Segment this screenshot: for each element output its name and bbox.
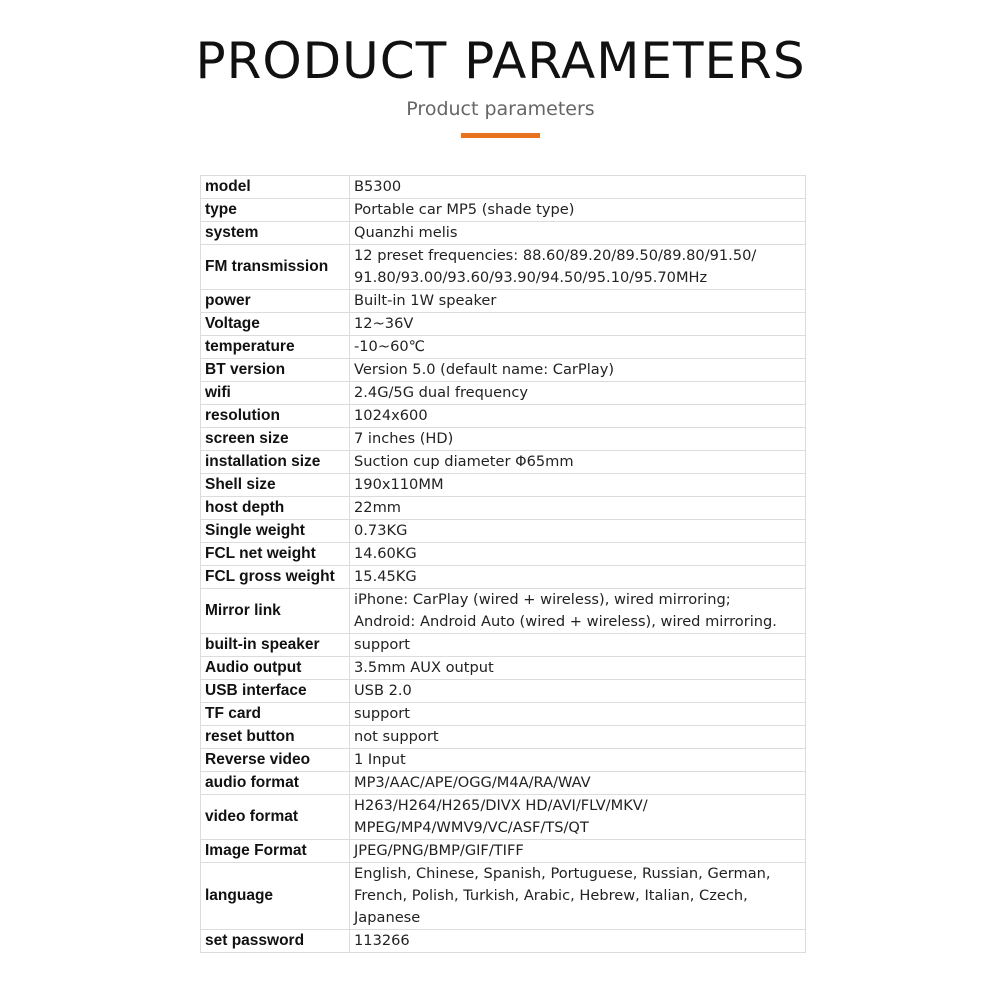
param-label: Single weight — [201, 520, 350, 543]
table-row — [201, 680, 806, 703]
param-label: screen size — [201, 428, 350, 451]
table-row — [201, 222, 806, 245]
table-row — [201, 795, 806, 840]
param-label: USB interface — [201, 680, 350, 703]
param-value: -10~60℃ — [350, 336, 806, 359]
table-row — [201, 474, 806, 497]
param-label: system — [201, 222, 350, 245]
param-label: reset button — [201, 726, 350, 749]
param-label: Image Format — [201, 840, 350, 863]
param-label: audio format — [201, 772, 350, 795]
param-value: USB 2.0 — [350, 680, 806, 703]
param-value: 12~36V — [350, 313, 806, 336]
table-row — [201, 726, 806, 749]
param-value: 7 inches (HD) — [350, 428, 806, 451]
param-label: Shell size — [201, 474, 350, 497]
table-row — [201, 359, 806, 382]
page-title: PRODUCT PARAMETERS — [195, 32, 806, 90]
param-label: wifi — [201, 382, 350, 405]
param-label: TF card — [201, 703, 350, 726]
table-row — [201, 313, 806, 336]
param-value: Quanzhi melis — [350, 222, 806, 245]
param-label: host depth — [201, 497, 350, 520]
table-row — [201, 657, 806, 680]
param-value: B5300 — [350, 176, 806, 199]
param-label: Reverse video — [201, 749, 350, 772]
param-value: Suction cup diameter Φ65mm — [350, 451, 806, 474]
page-subtitle: Product parameters — [406, 98, 595, 120]
param-value: 190x110MM — [350, 474, 806, 497]
param-label: resolution — [201, 405, 350, 428]
param-value: H263/H264/H265/DIVX HD/AVI/FLV/MKV/ MPEG/MP4/WMV9/VC/ASF/TS/QT — [350, 795, 806, 840]
table-row — [201, 863, 806, 930]
table-row — [201, 199, 806, 222]
param-value: 0.73KG — [350, 520, 806, 543]
title-accent-bar — [461, 133, 540, 138]
param-value: 1 Input — [350, 749, 806, 772]
param-value: not support — [350, 726, 806, 749]
parameters-table — [200, 175, 806, 953]
table-row — [201, 703, 806, 726]
param-label: language — [201, 863, 350, 930]
param-value: support — [350, 703, 806, 726]
param-label: BT version — [201, 359, 350, 382]
param-label: set password — [201, 930, 350, 953]
param-label: installation size — [201, 451, 350, 474]
table-row — [201, 428, 806, 451]
param-value: 22mm — [350, 497, 806, 520]
param-label: FM transmission — [201, 245, 350, 290]
table-row — [201, 245, 806, 290]
param-label: FCL net weight — [201, 543, 350, 566]
param-value: 1024x600 — [350, 405, 806, 428]
param-value: Built-in 1W speaker — [350, 290, 806, 313]
param-value: support — [350, 634, 806, 657]
param-label: FCL gross weight — [201, 566, 350, 589]
table-row — [201, 930, 806, 953]
param-label: Voltage — [201, 313, 350, 336]
table-row — [201, 382, 806, 405]
table-row — [201, 634, 806, 657]
table-row — [201, 497, 806, 520]
param-label: built-in speaker — [201, 634, 350, 657]
param-value: Portable car MP5 (shade type) — [350, 199, 806, 222]
table-row — [201, 405, 806, 428]
param-label: video format — [201, 795, 350, 840]
table-row — [201, 772, 806, 795]
param-value: 14.60KG — [350, 543, 806, 566]
param-value: 113266 — [350, 930, 806, 953]
param-value: JPEG/PNG/BMP/GIF/TIFF — [350, 840, 806, 863]
table-row — [201, 749, 806, 772]
param-value: 3.5mm AUX output — [350, 657, 806, 680]
param-value: English, Chinese, Spanish, Portuguese, Russian, German, French, Polish, Turkish, Arabic, Hebrew, Italian, Czech, Japanese — [350, 863, 806, 930]
table-row — [201, 543, 806, 566]
table-row — [201, 840, 806, 863]
param-label: model — [201, 176, 350, 199]
param-value: 15.45KG — [350, 566, 806, 589]
table-row — [201, 589, 806, 634]
param-value: iPhone: CarPlay (wired + wireless), wired mirroring; Android: Android Auto (wired + wireless), wired mirroring. — [350, 589, 806, 634]
table-row — [201, 176, 806, 199]
param-value: 2.4G/5G dual frequency — [350, 382, 806, 405]
param-label: Audio output — [201, 657, 350, 680]
param-label: temperature — [201, 336, 350, 359]
param-value: MP3/AAC/APE/OGG/M4A/RA/WAV — [350, 772, 806, 795]
table-row — [201, 451, 806, 474]
param-label: Mirror link — [201, 589, 350, 634]
table-row — [201, 566, 806, 589]
param-value: 12 preset frequencies: 88.60/89.20/89.50/89.80/91.50/ 91.80/93.00/93.60/93.90/94.50/95.10/95.70MHz — [350, 245, 806, 290]
param-label: type — [201, 199, 350, 222]
table-row — [201, 520, 806, 543]
parameters-table-body — [201, 176, 806, 953]
table-row — [201, 290, 806, 313]
param-label: power — [201, 290, 350, 313]
param-value: Version 5.0 (default name: CarPlay) — [350, 359, 806, 382]
table-row — [201, 336, 806, 359]
